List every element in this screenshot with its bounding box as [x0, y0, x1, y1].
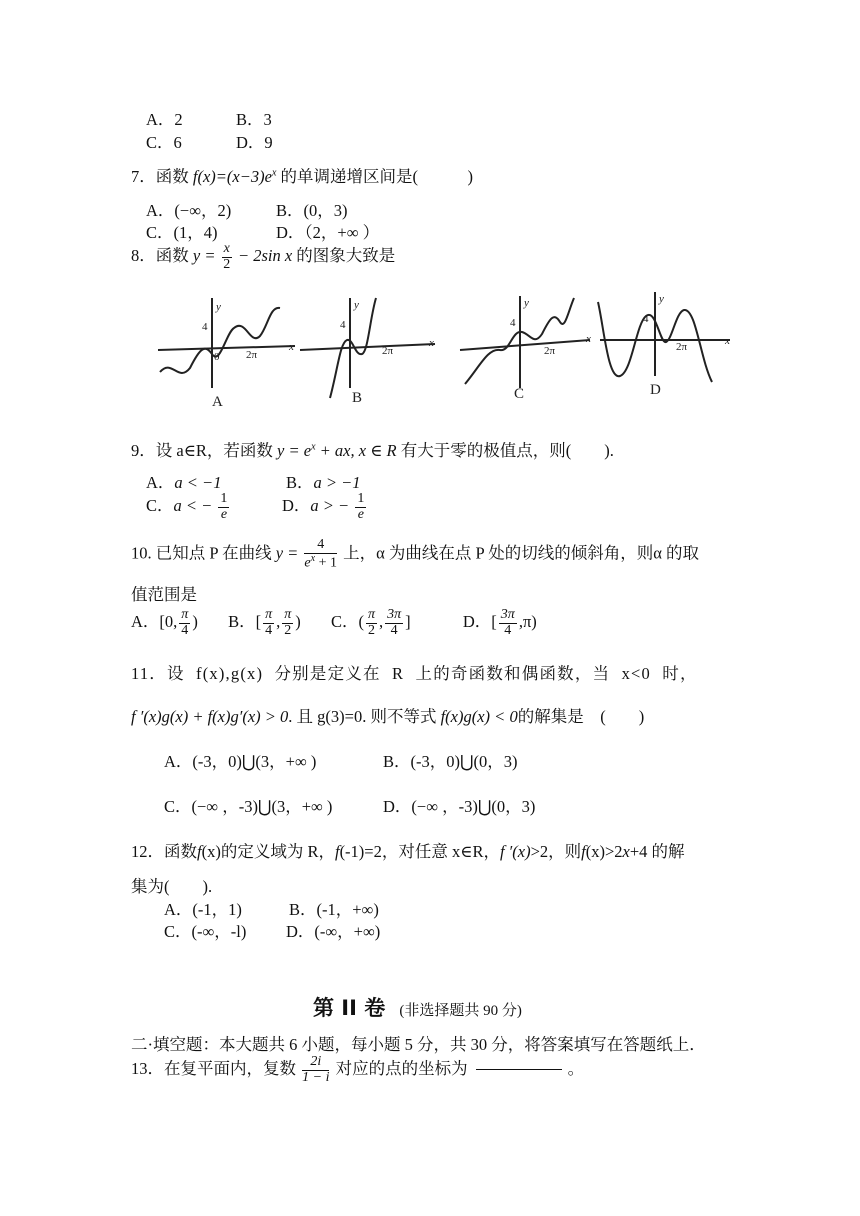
graph-d-y-label: y	[659, 293, 664, 305]
graph-c-x-axis	[460, 340, 590, 350]
graph-a-y-label: y	[216, 301, 221, 313]
graph-label-b: B	[352, 390, 363, 406]
q10-option-c: C．( $\frac{\pi}{2}$ , $\frac{3\pi}{4}$ ]	[330, 607, 411, 638]
graph-c-tick-2pi: 2π	[544, 345, 556, 357]
graph-a-x-axis	[158, 346, 295, 350]
q6-option-a: A．2	[146, 110, 183, 129]
graph-label-a: A	[212, 394, 223, 410]
q12-option-b: B．(-1，+∞)	[289, 900, 379, 919]
q6-option-d: D．9	[236, 133, 273, 152]
question-8: 8．函数 y = $\frac{x}{2}$ − 2sin x 的图象大致是	[131, 241, 396, 272]
graph-a-curve	[160, 308, 280, 373]
q10-line-2: 值范围是	[131, 585, 197, 604]
q9-option-b: B．a > −1	[286, 473, 361, 492]
q9-option-c: C．a < − $\frac{1}{e}$	[146, 491, 228, 522]
graph-b-tick-4: 4	[340, 319, 346, 331]
graph-a-origin: 0	[214, 351, 220, 363]
q11-option-c: C．(−∞ ，-3)⋃(3，+∞ )	[164, 797, 333, 816]
graph-c-x-label: x	[586, 333, 591, 345]
q8-graphs	[150, 288, 740, 410]
q9-option-d: D．a > − $\frac{1}{e}$	[282, 491, 365, 522]
graph-b-x-label: x	[429, 337, 434, 349]
graph-a-tick-2pi: 2π	[246, 349, 258, 361]
graph-a-tick-4: 4	[202, 321, 208, 333]
q7-option-c: C．(1，4)	[146, 223, 218, 242]
q7-option-a: A．(−∞，2)	[146, 201, 232, 220]
q10-option-b: B．[ $\frac{\pi}{4}$ , $\frac{\pi}{2}$ )	[228, 607, 301, 638]
q6-option-c: C．6	[146, 133, 182, 152]
question-12-line-2: 集为( ).	[131, 877, 213, 896]
question-12-line-1: 12．函数f(x)的定义域为 R，f(-1)=2，对任意 x∈R，f ′(x)>2，则f(x)>2x+4 的解	[131, 842, 685, 861]
graph-c-tick-4: 4	[510, 317, 516, 329]
q10-option-a: A．[0, $\frac{\pi}{4}$ )	[131, 607, 198, 638]
section-2-subtitle: (非选择题共 90 分)	[399, 1003, 522, 1019]
section-2-intro: 二·填空题：本大题共 6 小题，每小题 5 分，共 30 分，将答案填写在答题纸上．	[131, 1035, 706, 1054]
q11-option-a: A．(-3，0)⋃(3，+∞ )	[164, 752, 317, 771]
question-7: 7．函数 $f(x)=(x-3)e^x$ 的单调递增区间是( )	[131, 167, 474, 186]
graph-b-tick-2pi: 2π	[382, 345, 394, 357]
q8-fraction: $\frac{x}{2}$	[223, 241, 231, 272]
graph-label-d: D	[650, 382, 661, 398]
q12-option-a: A．(-1，1)	[164, 900, 242, 919]
graph-d-tick-2pi: 2π	[676, 341, 688, 353]
question-9: 9．设 a∈R，若函数 $y = e^x$ + ax, x ∈ R 有大于零的极值点，则( ).	[131, 441, 614, 460]
section-2-heading	[313, 992, 522, 1022]
answer-blank	[476, 1069, 562, 1070]
graph-b-y-label: y	[354, 299, 359, 311]
graph-a-x-label: x	[289, 341, 294, 353]
graph-d-tick-4: 4	[643, 313, 649, 325]
q12-option-c: C．(-∞，-l)	[164, 922, 247, 941]
graph-c-y-label: y	[524, 297, 529, 309]
q11-option-b: B．(-3，0)⋃(0，3)	[383, 752, 518, 771]
q7-option-d: D．（2，+∞ ）	[276, 223, 380, 242]
question-11-line-1: 11．设 f(x),g(x) 分别是定义在 R 上的奇函数和偶函数，当 x<0 时，	[131, 664, 698, 683]
q12-option-d: D．(-∞，+∞)	[286, 922, 381, 941]
q9-option-a: A．a < −1	[146, 473, 222, 492]
question-11-line-2: f ′(x)g(x) + f(x)g′(x) > 0. 且 g(3)=0. 则不等式 f(x)g(x) < 0的解集是 ( )	[131, 707, 645, 726]
graph-d-x-label: x	[725, 335, 730, 347]
graph-label-c: C	[514, 386, 525, 402]
question-13: 13．在复平面内，复数 $\frac{2i}{1 - i}$ 对应的点的坐标为 。	[131, 1054, 585, 1085]
section-2-title: 第 II 卷	[313, 996, 386, 1020]
q7-option-b: B．(0，3)	[276, 201, 348, 220]
q11-option-d: D．(−∞ ，-3)⋃(0，3)	[383, 797, 536, 816]
q10-options	[131, 608, 537, 638]
q6-option-b: B．3	[236, 110, 272, 129]
question-10: 10. 已知点 P 在曲线 y = $\frac{4}{e^x + 1}$ 上，α 为曲线在点 P 处的切线的倾斜角，则α 的取	[131, 537, 699, 571]
q10-option-d: D．[ $\frac{3\pi}{4}$ ,π)	[462, 607, 537, 638]
